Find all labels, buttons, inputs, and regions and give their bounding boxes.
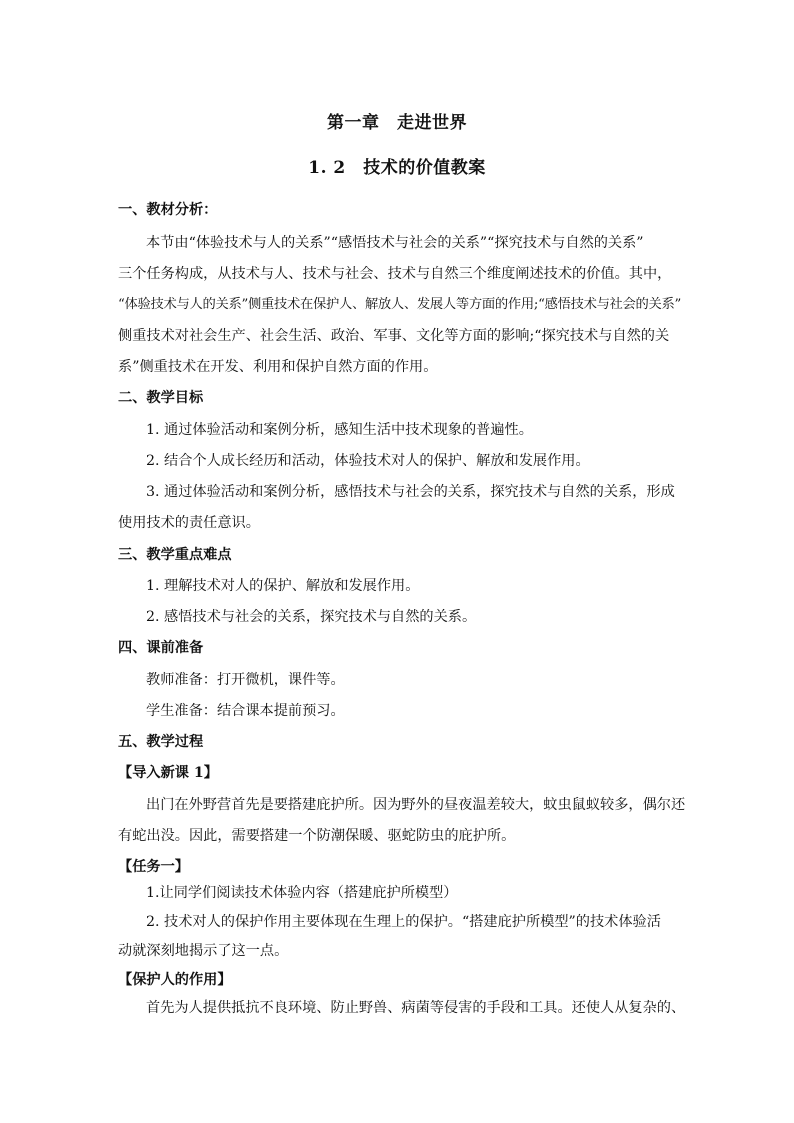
paragraph-line: 侧重技术对社会生产、社会生活、政治、军事、文化等方面的影响;“探究技术与自然的关 xyxy=(118,328,670,344)
paragraph-line: 有蛇出没。因此，需要搭建一个防潮保暖、驱蛇防虫的庇护所。 xyxy=(118,828,516,844)
list-item: 1. 通过体验活动和案例分析，感知生活中技术现象的普遍性。 xyxy=(146,422,533,438)
section-heading: 二、教学目标 xyxy=(118,390,204,406)
paragraph-line: 教师准备：打开微机，课件等。 xyxy=(146,672,345,688)
subsection-heading: 【任务一】 xyxy=(118,859,189,875)
paragraph-line: 出门在外野营首先是要搭建庇护所。因为野外的昼夜温差较大，蚊虫鼠蚁较多，偶尔还 xyxy=(146,797,686,813)
list-item: 3. 通过体验活动和案例分析，感悟技术与社会的关系，探究技术与自然的关系，形成 xyxy=(146,484,675,500)
list-item: 2. 结合个人成长经历和活动，体验技术对人的保护、解放和发展作用。 xyxy=(146,453,590,469)
lesson-title: 1. 2 技术的价值教案 xyxy=(308,158,486,178)
subsection-heading: 【保护人的作用】 xyxy=(118,972,232,988)
paragraph-line: “体验技术与人的关系”侧重技术在保护人、解放人、发展人等方面的作用;“感悟技术与社会的关系” xyxy=(118,297,682,312)
paragraph-line: 三个任务构成，从技术与人、技术与社会、技术与自然三个维度阐述技术的价值。其中， xyxy=(118,266,672,282)
list-item: 2. 感悟技术与社会的关系，探究技术与自然的关系。 xyxy=(146,609,477,625)
list-item-continued: 动就深刻地揭示了这一点。 xyxy=(118,943,289,959)
paragraph-line: 系”侧重技术在开发、利用和保护自然方面的作用。 xyxy=(118,359,438,375)
section-heading: 一、教材分析： xyxy=(118,202,218,218)
paragraph-line: 学生准备：结合课本提前预习。 xyxy=(146,703,345,719)
list-item: 1.让同学们阅读技术体验内容（搭建庇护所模型） xyxy=(146,885,458,901)
section-heading: 四、课前准备 xyxy=(118,640,204,656)
subsection-heading: 【导入新课 1】 xyxy=(118,765,218,781)
list-item-continued: 使用技术的责任意识。 xyxy=(118,515,260,531)
paragraph-line: 首先为人提供抵抗不良环境、防止野兽、病菌等侵害的手段和工具。还使人从复杂的、 xyxy=(146,1000,686,1016)
list-item: 2. 技术对人的保护作用主要体现在生理上的保护。“搭建庇护所模型”的技术体验活 xyxy=(146,914,661,930)
section-heading: 三、教学重点难点 xyxy=(118,547,232,563)
list-item: 1. 理解技术对人的保护、解放和发展作用。 xyxy=(146,578,420,594)
paragraph-line: 本节由“体验技术与人的关系”“感悟技术与社会的关系”“探究技术与自然的关系” xyxy=(146,235,644,251)
chapter-title: 第一章 走进世界 xyxy=(327,113,467,133)
section-heading: 五、教学过程 xyxy=(118,734,204,750)
